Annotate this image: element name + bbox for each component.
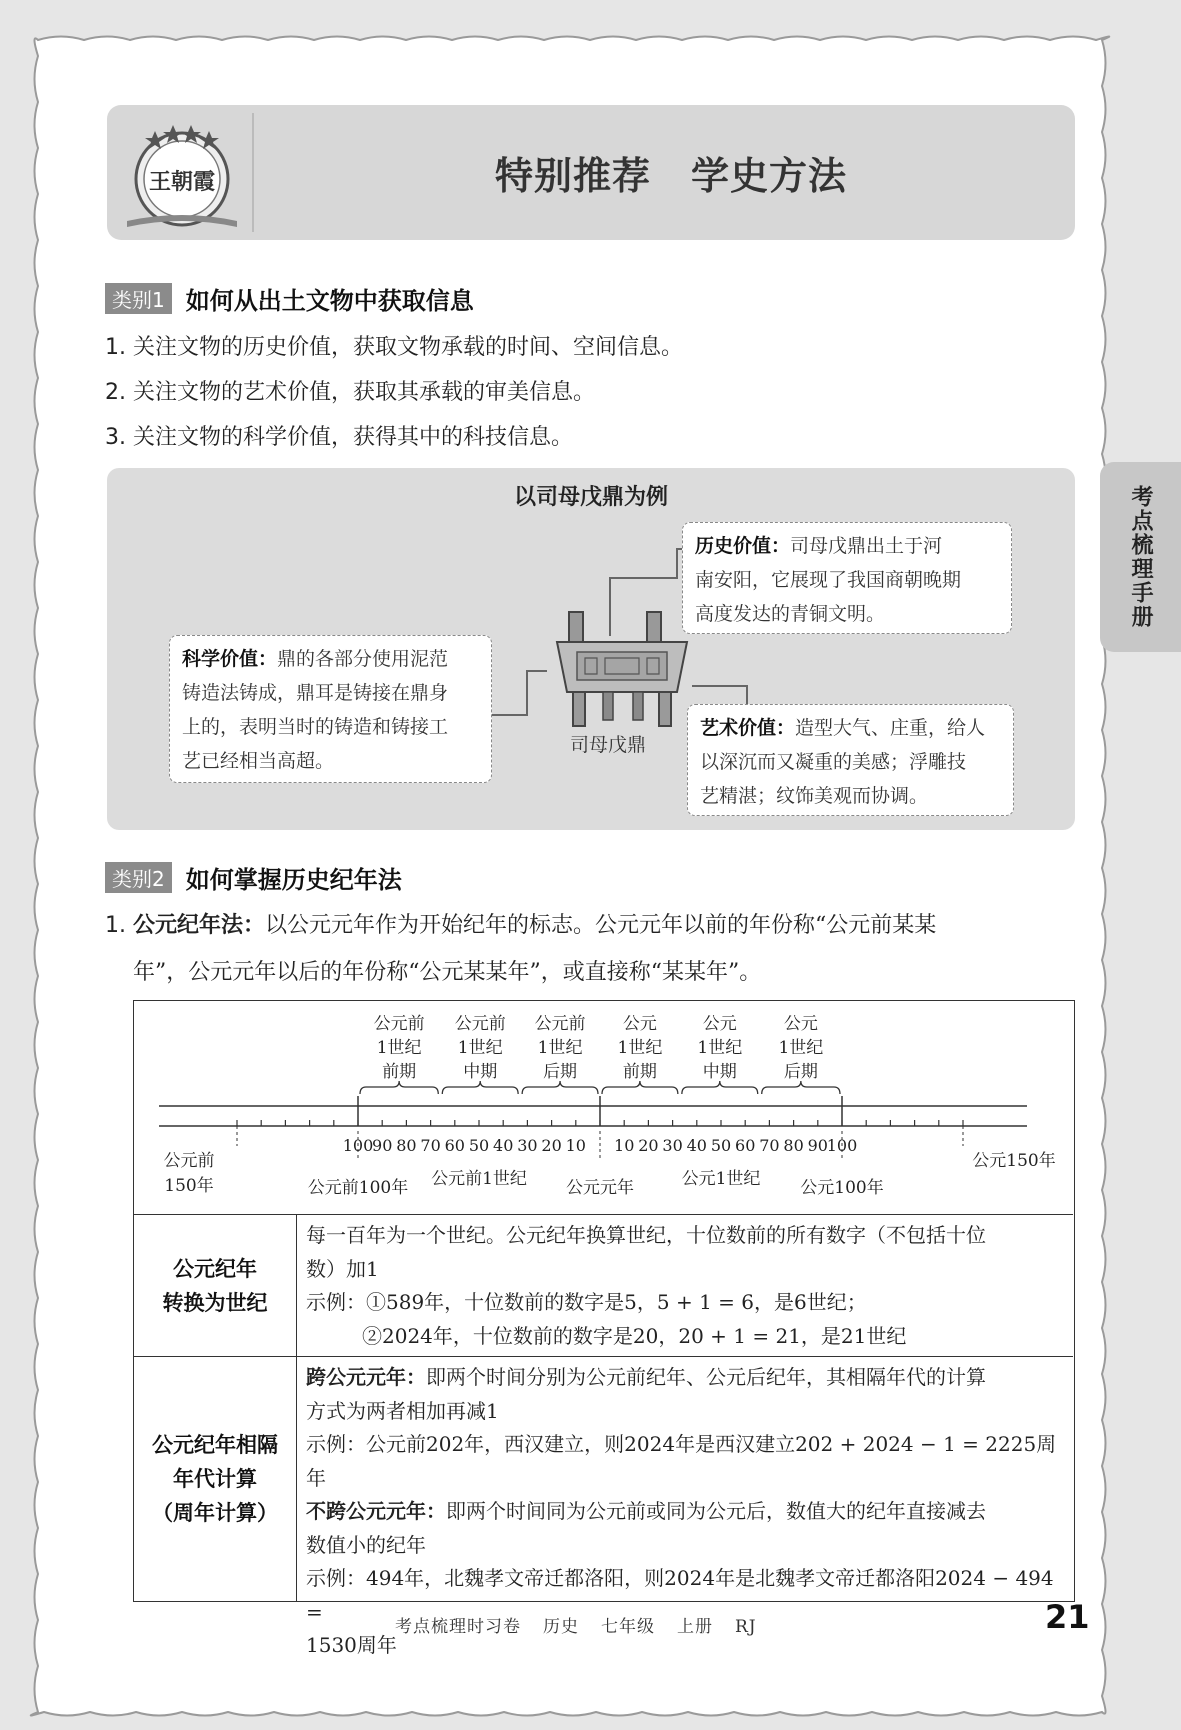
label-ad-century: 公元1世纪 [681, 1169, 761, 1189]
tick-label-bc: 30 [517, 1136, 538, 1155]
period-label-line-2: 1世纪 [697, 1038, 743, 1058]
ding-caption: 司母戊鼎 [570, 734, 647, 756]
label-year-1: 公元元年 [566, 1178, 634, 1198]
tick-label-bc: 60 [444, 1136, 465, 1155]
section-2-heading [105, 862, 402, 892]
page-footer: 考点梳理时习卷 历史 七年级 上册 RJ [395, 1617, 757, 1637]
art-value-callout: 艺术价值：造型大气、庄重，给人 以深沉而又凝重的美感；浮雕技 艺精湛；纹饰美观而协调。 [687, 704, 1014, 816]
header-banner [107, 105, 1075, 240]
label-ad-150: 公元150年 [972, 1151, 1056, 1171]
side-tab-label: 考点梳理手册 [1128, 485, 1153, 629]
period-brace [682, 1081, 758, 1094]
period-label-line-2: 1世纪 [617, 1038, 663, 1058]
timeline-diagram [134, 1001, 1073, 1214]
section-1-tag: 类别1 [105, 283, 172, 314]
tick-label-bc: 100 [342, 1136, 374, 1155]
ding-example-panel [107, 468, 1075, 830]
header-divider [252, 113, 254, 232]
title-part-a: 特别推荐 [494, 154, 651, 198]
row-2-head: 公元纪年相隔 年代计算 （周年计算） [134, 1357, 297, 1601]
section-1-item-3: 3. 关注文物的科学价值，获得其中的科技信息。 [105, 425, 574, 450]
page-title [267, 105, 1075, 240]
brand-logo [127, 113, 237, 233]
period-label-line-2: 1世纪 [537, 1038, 583, 1058]
tick-label-ad: 50 [710, 1136, 732, 1155]
period-label-line-2: 1世纪 [778, 1038, 824, 1058]
section-1-title: 如何从出土文物中获取信息 [185, 286, 474, 315]
tick-label-bc: 10 [565, 1136, 586, 1155]
tick-label-ad: 100 [826, 1136, 858, 1155]
period-label-line-3: 中期 [702, 1062, 737, 1082]
title-part-b: 学史方法 [691, 154, 848, 198]
tick-label-bc: 70 [420, 1136, 441, 1155]
tick-label-ad: 80 [783, 1136, 804, 1155]
row-2-body: 跨公元元年：即两个时间分别为公元前纪年、公元后纪年，其相隔年代的计算 方式为两者相加再减1 示例：公元前202年，西汉建立，则2024年是西汉建立202 + 2024 − 1 = 2225周年 不跨公元元年：即两个时间同为公元前或同为公元后，数值大的纪年直接减去 数值小的纪年 示例：494年，北魏孝文帝迁都洛阳，则2024年是北魏孝文帝迁都洛阳2024 − 494 = 1530周年 [306, 1365, 1057, 1657]
period-label-line-1: 公元前 [454, 1014, 506, 1034]
tick-label-ad: 90 [807, 1136, 828, 1155]
tick-label-ad: 40 [686, 1136, 707, 1155]
period-label-line-3: 前期 [622, 1062, 657, 1082]
section-1-item-1: 1. 关注文物的历史价值，获取文物承载的时间、空间信息。 [105, 335, 684, 360]
tick-label-bc: 90 [372, 1136, 393, 1155]
period-label-line-1: 公元前 [534, 1014, 586, 1034]
period-label-line-1: 公元前 [373, 1014, 425, 1034]
ding-panel-title: 以司母戊鼎为例 [513, 485, 668, 510]
label-bc-century: 公元前1世纪 [431, 1169, 527, 1189]
section-2-item-1-line-2: 年”，公元元年以后的年份称“公元某某年”，或直接称“某某年”。 [133, 960, 762, 985]
period-label-line-1: 公元 [783, 1014, 818, 1034]
period-label-line-3: 后期 [783, 1062, 818, 1082]
tick-label-ad: 60 [735, 1136, 756, 1155]
period-brace [762, 1081, 840, 1094]
section-2-title: 如何掌握历史纪年法 [185, 865, 402, 894]
tick-label-ad: 70 [759, 1136, 780, 1155]
tick-label-ad: 10 [614, 1136, 635, 1155]
science-value-callout: 科学价值：鼎的各部分使用泥范 铸造法铸成，鼎耳是铸接在鼎身 上的，表明当时的铸造和铸接工 艺已经相当高超。 [169, 635, 492, 783]
section-1-heading [105, 283, 474, 313]
ding-vessel-image [547, 606, 697, 731]
period-label-line-2: 1世纪 [457, 1038, 503, 1058]
tick-label-ad: 20 [638, 1136, 659, 1155]
period-label-line-3: 前期 [382, 1062, 417, 1082]
history-value-callout: 历史价值：司母戊鼎出土于河 南安阳，它展现了我国商朝晚期 高度发达的青铜文明。 [682, 522, 1012, 634]
row-1-head: 公元纪年 转换为世纪 [134, 1215, 297, 1357]
table-row-century-conversion [134, 1214, 1073, 1357]
label-bc-150-line-2: 150年 [164, 1176, 214, 1196]
side-tab-handbook[interactable] [1100, 462, 1181, 652]
period-brace [522, 1081, 598, 1094]
tick-label-bc: 50 [468, 1136, 490, 1155]
period-brace [442, 1081, 518, 1094]
section-1-item-2: 2. 关注文物的艺术价值，获取其承载的审美信息。 [105, 380, 596, 405]
page-number: 21 [1045, 1598, 1090, 1636]
period-label-line-3: 中期 [463, 1062, 498, 1082]
tick-label-bc: 40 [493, 1136, 514, 1155]
period-brace [602, 1081, 678, 1094]
section-2-item-1-line-1: 1. 公元纪年法：以公元元年作为开始纪年的标志。公元元年以前的年份称“公元前某某 [105, 913, 937, 938]
section-2-tag: 类别2 [105, 862, 172, 893]
row-1-body: 每一百年为一个世纪。公元纪年换算世纪，十位数前的所有数字（不包括十位 数）加1 示例：①589年，十位数前的数字是5，5 + 1 = 6，是6世纪； ②2024年，十位数前的数字是20，20 + 1 = 21，是21世纪 [306, 1223, 986, 1348]
label-bc-150-line-1: 公元前 [163, 1151, 215, 1171]
logo-text: 王朝霞 [148, 169, 216, 195]
label-ad-100: 公元100年 [800, 1178, 884, 1198]
period-label-line-1: 公元 [702, 1014, 737, 1034]
tick-label-bc: 80 [396, 1136, 417, 1155]
period-label-line-2: 1世纪 [376, 1038, 422, 1058]
period-brace [360, 1081, 438, 1094]
tick-label-bc: 20 [541, 1136, 562, 1155]
period-label-line-1: 公元 [622, 1014, 657, 1034]
label-bc-100: 公元前100年 [307, 1178, 409, 1198]
tick-label-ad: 30 [662, 1136, 683, 1155]
period-label-line-3: 后期 [543, 1062, 578, 1082]
